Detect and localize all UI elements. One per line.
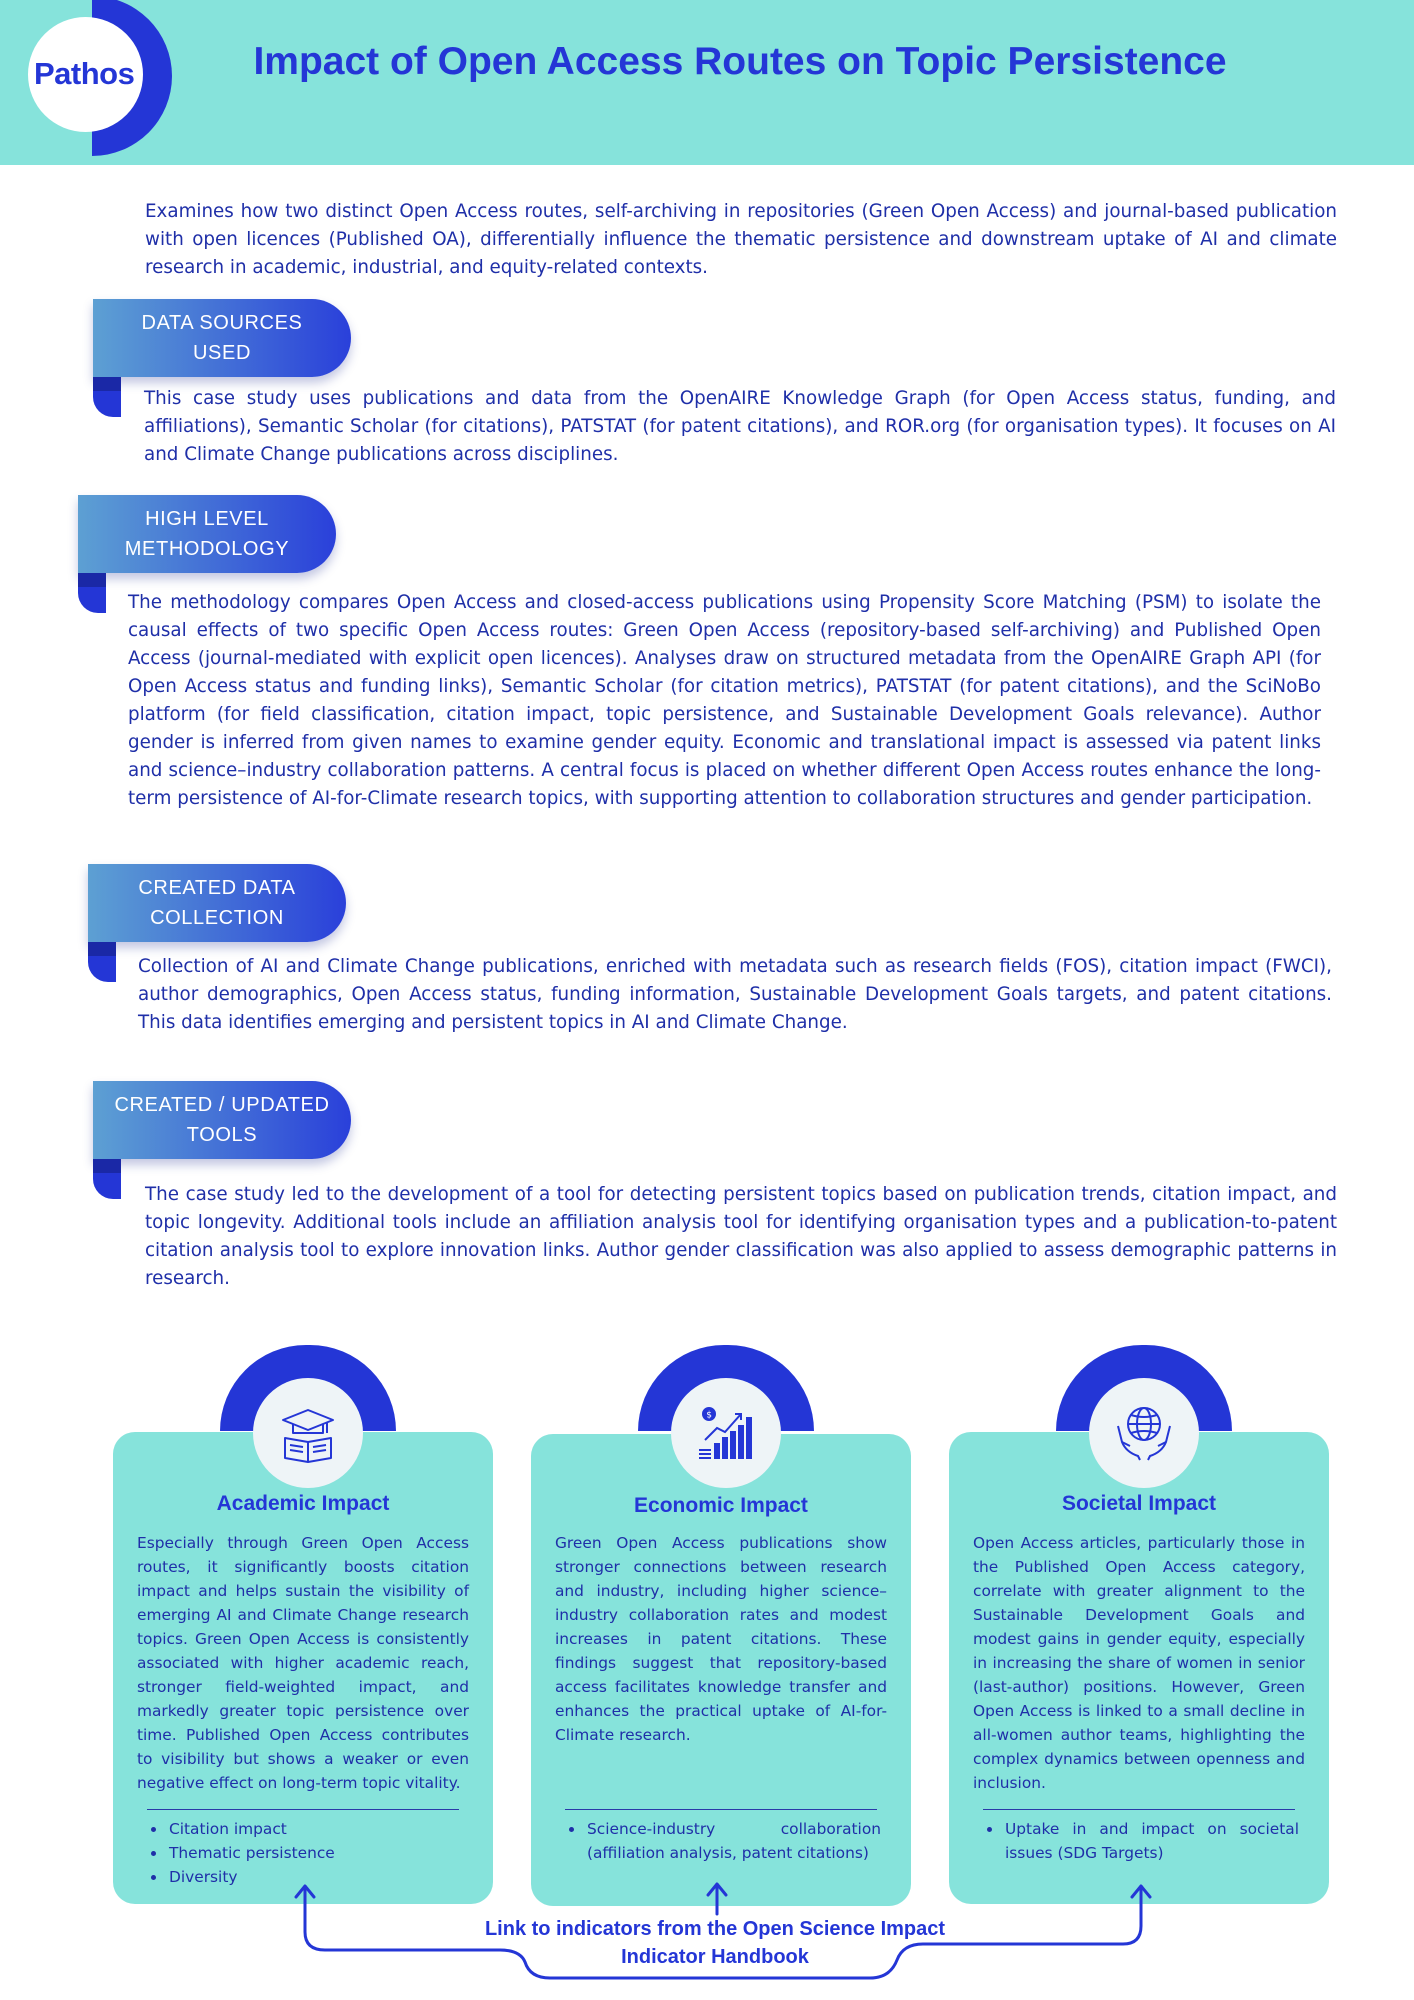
tab-curl bbox=[93, 1159, 121, 1199]
data-sources-paragraph: This case study uses publications and data from the OpenAIRE Knowledge Graph (for Open Access status, funding, and affiliations), Semantic Scholar (for citations), PATSTAT (for patent citations), and ROR.org (for organisation types). It focuses on AI and Climate Change publications across disciplines. bbox=[144, 388, 1336, 465]
tab-curl bbox=[88, 942, 116, 982]
indicator-item: Uptake in and impact on societal issues (SDG Targets) bbox=[983, 1817, 1299, 1865]
indicator-item: Science-industry collaboration (affiliation analysis, patent citations) bbox=[565, 1817, 881, 1865]
indicator-item: Citation impact bbox=[147, 1817, 463, 1841]
tools-paragraph: The case study led to the development of a tool for detecting persistent topics based on publication trends, citation impact, and topic longevity. Additional tools include an affiliation analysis tool for identifying organisation types and a publication-to-patent citation analysis tool to explore innovation links. Author gender classification was also applied to assess demographic patterns in research. bbox=[145, 1184, 1337, 1289]
indicator-item: Thematic persistence bbox=[147, 1841, 463, 1865]
card-icon-disc bbox=[253, 1378, 363, 1488]
section-label: CREATED / UPDATED TOOLS bbox=[93, 1081, 351, 1159]
growth-chart-icon bbox=[693, 1402, 759, 1464]
card-title: Economic Impact bbox=[634, 1494, 808, 1517]
intro-paragraph: Examines how two distinct Open Access routes, self-archiving in repositories (Green Open Access) and journal-based publication with open licences (Published OA), differentially influence the thematic persistence and downstream uptake of AI and climate research in academic, industrial, and equity-related contexts. bbox=[145, 201, 1337, 278]
card-title: Academic Impact bbox=[216, 1492, 390, 1515]
indicator-list bbox=[983, 1817, 1299, 1865]
card-body: Especially through Green Open Access routes, it significantly boosts citation impact and helps sustain the visibility of emerging AI and Climate Change research topics. Green Open Access is consistently associated with higher academic reach, stronger field-weighted impact, and markedly greater topic persistence over time. Published Open Access contributes to visibility but shows a weaker or even negative effect on long-term topic vitality. bbox=[137, 1534, 469, 1792]
indicator-handbook-link-label[interactable]: Link to indicators from the Open Science Impact Indicator Handbook bbox=[484, 1918, 946, 1968]
card-title: Societal Impact bbox=[1061, 1492, 1217, 1515]
indicator-list bbox=[565, 1817, 881, 1865]
tab-curl bbox=[78, 573, 106, 613]
graduation-cap-book-icon bbox=[277, 1402, 339, 1464]
pathos-logo: Pathos bbox=[34, 56, 135, 91]
section-tab-tools bbox=[93, 1081, 353, 1191]
card-icon-disc bbox=[671, 1378, 781, 1488]
section-label: DATA SOURCES USED bbox=[93, 299, 351, 377]
academic-impact-card bbox=[113, 1432, 493, 1904]
card-divider bbox=[565, 1809, 877, 1810]
card-divider bbox=[983, 1809, 1295, 1810]
section-label: HIGH LEVEL METHODOLOGY bbox=[78, 495, 336, 573]
methodology-paragraph: The methodology compares Open Access and closed-access publications using Propensity Score Matching (PSM) to isolate the causal effects of two specific Open Access routes: Green Open Access (repository-based self-archiving) and Published Open Access (journal-mediated with explicit open licences). Analyses draw on structured metadata from the OpenAIRE Graph API (for Open Access status and funding links), Semantic Scholar (for citation metrics), PATSTAT (for patent citations), and the SciNoBo platform (for field classification, citation impact, topic persistence, and Sustainable Development Goals relevance). Author gender is inferred from given names to examine gender equity. Economic and translational impact is assessed via patent links and science–industry collaboration patterns. A central focus is placed on whether different Open Access routes enhance the long-term persistence of AI-for-Climate research topics, with supporting attention to collaboration structures and gender participation. bbox=[128, 592, 1321, 809]
page-title: Impact of Open Access Routes on Topic Persistence bbox=[253, 40, 1227, 83]
globe-hands-icon bbox=[1112, 1402, 1176, 1464]
card-divider bbox=[147, 1809, 459, 1810]
tab-curl bbox=[93, 377, 121, 417]
section-label: CREATED DATA COLLECTION bbox=[88, 864, 346, 942]
svg-text:$: $ bbox=[706, 1410, 712, 1421]
header-banner bbox=[0, 0, 1414, 165]
indicator-list bbox=[147, 1817, 463, 1889]
economic-impact-card bbox=[531, 1434, 911, 1906]
societal-impact-card bbox=[949, 1432, 1329, 1904]
card-icon-disc bbox=[1089, 1378, 1199, 1488]
card-body: Green Open Access publications show stronger connections between research and industry, including higher science–industry collaboration rates and modest increases in patent citations. These findings suggest that repository-based access facilitates knowledge transfer and enhances the practical uptake of AI-for-Climate research. bbox=[555, 1534, 887, 1744]
card-body: Open Access articles, particularly those in the Published Open Access category, correlate with greater alignment to the Sustainable Development Goals and modest gains in gender equity, especially in increasing the share of women in senior (last-author) positions. However, Green Open Access is linked to a small decline in all-women author teams, highlighting the complex dynamics between openness and inclusion. bbox=[973, 1534, 1305, 1792]
created-data-paragraph: Collection of AI and Climate Change publications, enriched with metadata such as research fields (FOS), citation impact (FWCI), author demographics, Open Access status, funding information, Sustainable Development Goals targets, and patent citations. This data identifies emerging and persistent topics in AI and Climate Change. bbox=[138, 956, 1332, 1033]
indicator-item: Diversity bbox=[147, 1865, 463, 1889]
